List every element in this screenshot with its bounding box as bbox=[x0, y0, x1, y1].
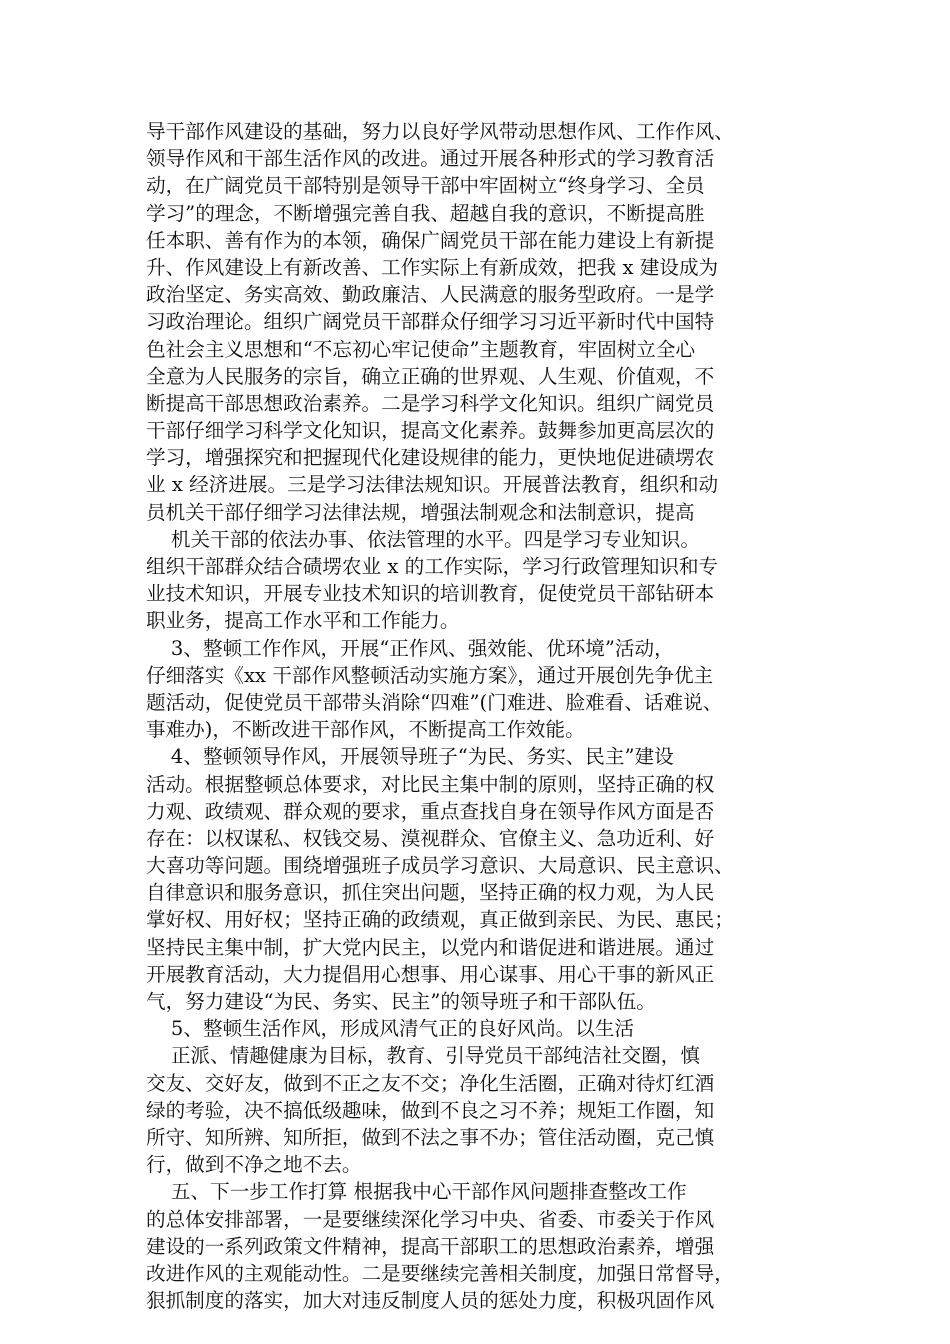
text-line: 正派、情趣健康为目标，教育、引导党员干部纯洁社交圈，慎 bbox=[146, 1044, 700, 1068]
text-line: 5、整顿生活作风，形成风清气正的良好风尚。以生活 bbox=[146, 1017, 635, 1041]
text-line: 题活动，促使党员干部带头消除“四难”(门难进、脸难看、话难说、 bbox=[146, 690, 723, 714]
text-line: 的总体安排部署，一是要继续深化学习中央、省委、市委关于作风 bbox=[146, 1207, 715, 1231]
text-line: 4、整顿领导作风，开展领导班子“为民、务实、民主”建设 bbox=[146, 745, 674, 769]
text-line: 改进作风的主观能动性。二是要继续完善相关制度，加强日常督导， bbox=[146, 1261, 734, 1285]
text-line: 学习”的理念，不断增强完善自我、超越自我的意识，不断提高胜 bbox=[146, 201, 705, 225]
text-line: 机关干部的依法办事、依法管理的水平。四是学习专业知识。 bbox=[146, 527, 700, 551]
text-line: 任本职、善有作为的本领，确保广阔党员干部在能力建设上有新提 bbox=[146, 228, 715, 252]
text-line: 大喜功等问题。围绕增强班子成员学习意识、大局意识、民主意识、 bbox=[146, 854, 734, 878]
text-line: 员机关干部仔细学习法律法规，增强法制观念和法制意识，提高 bbox=[146, 500, 695, 524]
text-line: 业技术知识，开展专业技术知识的培训教育，促使党员干部钻研本 bbox=[146, 582, 715, 606]
text-line: 自律意识和服务意识，抓住突出问题，坚持正确的权力观，为人民 bbox=[146, 881, 715, 905]
text-line: 导干部作风建设的基础，努力以良好学风带动思想作风、工作作风、 bbox=[146, 120, 734, 143]
text-line: 习政治理论。组织广阔党员干部群众仔细学习习近平新时代中国特 bbox=[146, 310, 715, 334]
text-line: 绿的考验，决不搞低级趣味，做到不良之习不养；规矩工作圈，知 bbox=[146, 1098, 715, 1122]
text-line: 职业务，提高工作水平和工作能力。 bbox=[146, 609, 460, 633]
text-line: 狠抓制度的落实，加大对违反制度人员的惩处力度，积极巩固作风 bbox=[146, 1289, 715, 1313]
text-line: 行，做到不净之地不去。 bbox=[146, 1153, 362, 1177]
text-line: 掌好权、用好权；坚持正确的政绩观，真正做到亲民、为民、惠民； bbox=[146, 908, 734, 932]
text-line: 干部仔细学习科学文化知识，提高文化素养。鼓舞参加更高层次的 bbox=[146, 419, 715, 443]
text-line: 升、作风建设上有新改善、工作实际上有新成效，把我 x 建设成为 bbox=[146, 255, 719, 279]
text-line: 政治坚定、务实高效、勤政廉洁、人民满意的服务型政府。一是学 bbox=[146, 283, 715, 307]
text-line: 交友、交好友，做到不正之友不交；净化生活圈，正确对待灯红酒 bbox=[146, 1071, 715, 1095]
text-line: 事难办)，不断改进干部作风，不断提高工作效能。 bbox=[146, 718, 585, 742]
text-line: 领导作风和干部生活作风的改进。通过开展各种形式的学习教育活 bbox=[146, 147, 715, 171]
text-line: 组织干部群众结合碛塄农业 x 的工作实际，学习行政管理知识和专 bbox=[146, 555, 719, 578]
text-line: 动，在广阔党员干部特别是领导干部中牢固树立“终身学习、全员 bbox=[146, 174, 705, 198]
text-line: 活动。根据整顿总体要求，对比民主集中制的原则，坚持正确的权 bbox=[146, 772, 715, 796]
text-line: 3、整顿工作作风，开展“正作风、强效能、优环境”活动， bbox=[146, 636, 674, 660]
text-line: 开展教育活动，大力提倡用心想事、用心谋事、用心干事的新风正 bbox=[146, 962, 715, 986]
text-line: 断提高干部思想政治素养。二是学习科学文化知识。组织广阔党员 bbox=[146, 391, 715, 415]
body-text bbox=[146, 118, 826, 1314]
text-line: 业 x 经济进展。三是学习法律法规知识。开展普法教育，组织和动 bbox=[146, 473, 719, 497]
text-line: 仔细落实《xx 干部作风整顿活动实施方案》，通过开展创先争优主 bbox=[146, 663, 714, 687]
text-line: 所守、知所辨、知所拒，做到不法之事不办；管住活动圈，克己慎 bbox=[146, 1125, 715, 1149]
text-line: 存在：以权谋私、权钱交易、漠视群众、官僚主义、急功近利、好 bbox=[146, 826, 715, 850]
text-line: 全意为人民服务的宗旨，确立正确的世界观、人生观、价值观，不 bbox=[146, 364, 715, 388]
text-line: 学习，增强探究和把握现代化建设规律的能力，更快地促进碛塄农 bbox=[146, 446, 715, 470]
text-line: 力观、政绩观、群众观的要求，重点查找自身在领导作风方面是否 bbox=[146, 799, 715, 823]
text-line: 坚持民主集中制，扩大党内民主，以党内和谐促进和谐进展。通过 bbox=[146, 935, 715, 959]
text-line: 气，努力建设“为民、务实、民主”的领导班子和干部队伍。 bbox=[146, 990, 656, 1013]
text-line: 色社会主义思想和“不忘初心牢记使命”主题教育，牢固树立全心 bbox=[146, 337, 696, 361]
text-line: 建设的一系列政策文件精神，提高干部职工的思想政治素养，增强 bbox=[146, 1234, 715, 1258]
text-line: 五、下一步工作打算 根据我中心干部作风问题排查整改工作 bbox=[146, 1180, 687, 1204]
